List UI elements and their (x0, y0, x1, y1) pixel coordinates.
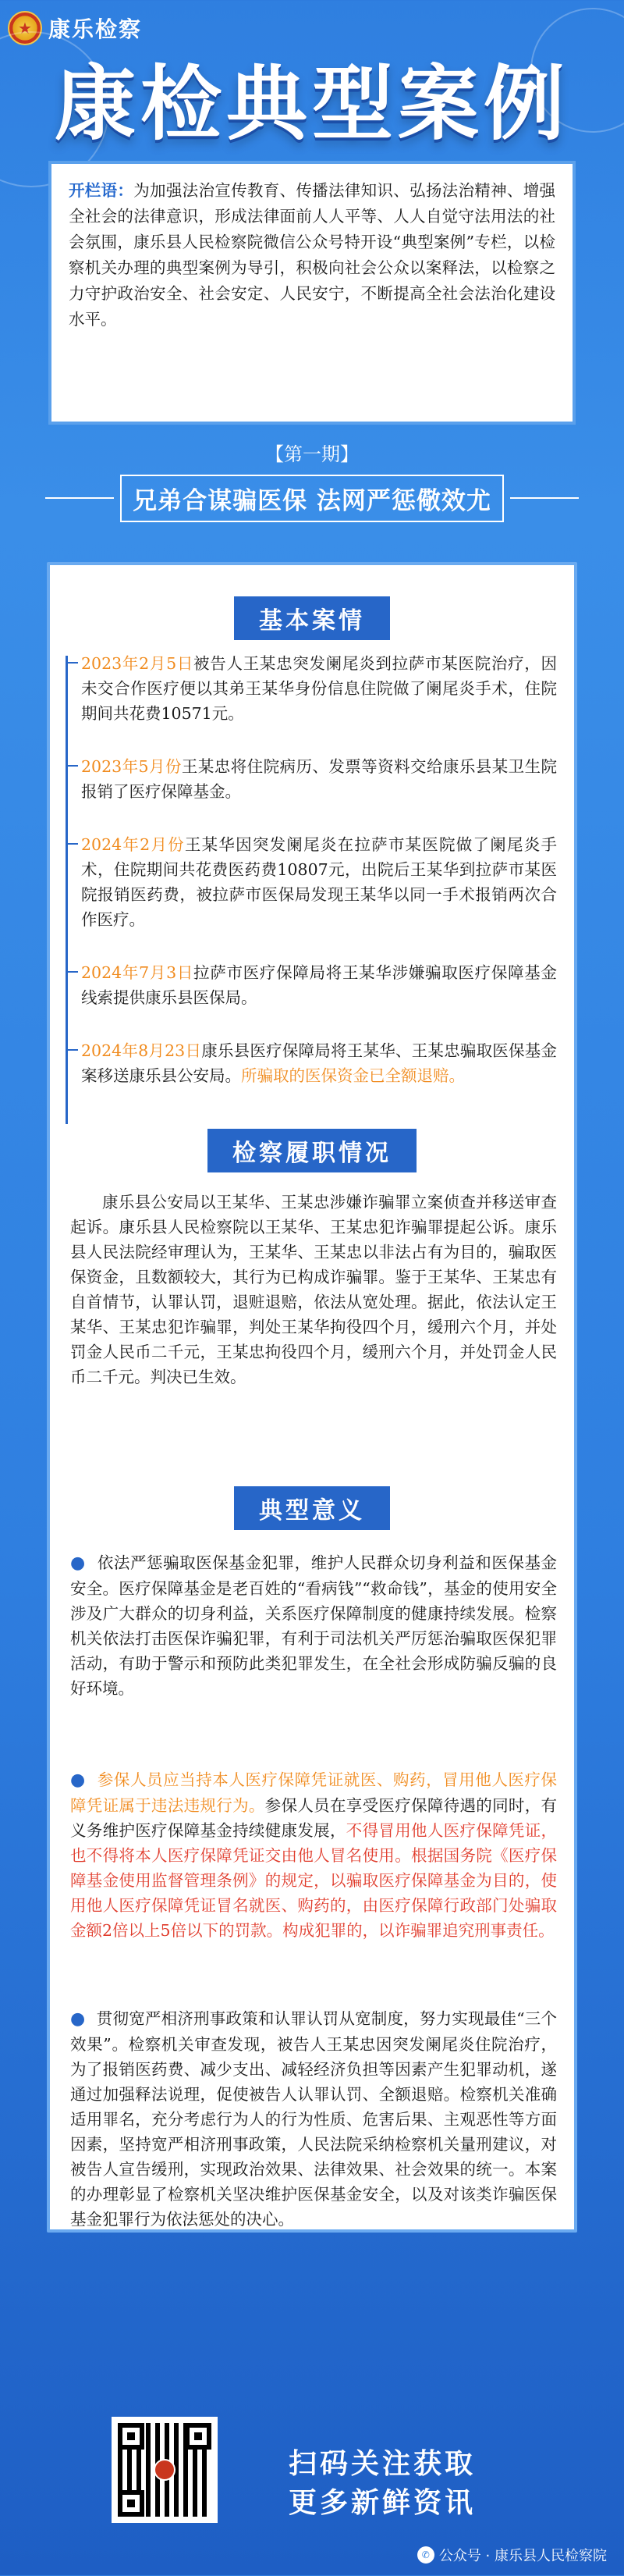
section-title-procuratorial: 检察履职情况 (207, 1129, 417, 1172)
scan-line-2: 更多新鲜资讯 (289, 2487, 477, 2519)
significance-p2-mid: 参保人员在享受医疗保障待遇的同时，有义务维护医疗保障基金持续健康发展， (70, 1796, 558, 1840)
wechat-account-name: 公众号 · 康乐县人民检察院 (438, 2548, 607, 2564)
scan-line-1: 扫码关注获取 (289, 2448, 477, 2480)
timeline-text: 被告人王某忠突发阑尾炎到拉萨市某医院治疗，因未交合作医疗便以其弟王某华身份信息住院做了阑尾炎手术，住院期间共花费10571元。 (81, 654, 557, 723)
qr-logo-icon (154, 2459, 176, 2481)
section-title-significance: 典型意义 (234, 1486, 390, 1530)
timeline-text: 王某忠将住院病历、发票等资料交给康乐县某卫生院报销了医疗保障基金。 (81, 757, 558, 801)
qr-corner (118, 2423, 144, 2450)
bullet-icon: ● (70, 2009, 97, 2029)
main-title-block (0, 53, 624, 159)
divider (45, 497, 114, 499)
wechat-account (417, 2545, 607, 2565)
wechat-icon: ✆ (417, 2546, 434, 2564)
timeline-date: 2023年2月5日 (81, 654, 194, 673)
divider (510, 497, 579, 499)
timeline-item (81, 1038, 557, 1088)
timeline-item (81, 651, 557, 726)
page-title: 康检典型案例 (54, 56, 569, 151)
timeline-item (81, 754, 557, 804)
qr-pattern (118, 2423, 211, 2517)
timeline-date: 2024年8月23日 (81, 1041, 202, 1060)
case-title: 兄弟合谋骗医保 法网严惩儆效尤 (120, 475, 504, 522)
timeline-text: 康乐县医疗保障局将王某华、王某忠骗取医保基金案移送康乐县公安局。 (81, 1041, 557, 1085)
qr-code[interactable] (112, 2417, 218, 2523)
footer (0, 2311, 624, 2576)
intro-label: 开栏语： (69, 181, 134, 200)
timeline-date: 2023年5月份 (81, 757, 182, 776)
qr-corner (118, 2490, 144, 2517)
timeline-text: 拉萨市医疗保障局将王某华涉嫌骗取医疗保障基金线索提供康乐县医保局。 (81, 963, 557, 1007)
significance-paragraph-2 (70, 1767, 557, 1943)
timeline-text: 王某华因突发阑尾炎在拉萨市某医院做了阑尾炎手术，住院期间共花费医药费10807元，出院后王某华到拉萨市某医院报销医药费，被拉萨市医保局发现王某华以同一手术报销两次合作医疗。 (81, 835, 557, 929)
case-title-row (45, 476, 579, 520)
bullet-icon: ● (70, 1553, 98, 1573)
content-panel (47, 562, 577, 2233)
timeline-line (66, 656, 68, 1124)
header (0, 0, 624, 53)
intro-box (48, 161, 576, 425)
timeline-date: 2024年7月3日 (81, 963, 194, 982)
significance-p2-red: 不得冒用他人医疗保障凭证，也不得将本人医疗保障凭证交由他人冒名使用。根据国务院《医疗保障基金使用监督管理条例》的规定，以骗取医疗保障基金为目的，使用他人医疗保障凭证冒名就医、购药的，由医疗保障行政部门处骗取金额2倍以上5倍以下的罚款。构成犯罪的，以诈骗罪追究刑事责任。 (70, 1821, 558, 1940)
significance-paragraph-3 (70, 2006, 557, 2232)
timeline (66, 651, 557, 1088)
significance-paragraph-1 (70, 1550, 557, 1701)
logo-text: 康乐检察 (48, 16, 143, 42)
intro-text: 为加强法治宣传教育、传播法律知识、弘扬法治精神、增强全社会的法律意识，形成法律面前人人平等、人人自觉守法用法的社会氛围，康乐县人民检察院微信公众号特开设“典型案例”专栏，以检察机关办理的典型案例为导引，积极向社会公众以案释法，以检察之力守护政治安全、社会安定、人民安宁，不断提高全社会法治化建设水平。 (69, 181, 556, 329)
significance-p1-text: 依法严惩骗取医保基金犯罪，维护人民群众切身利益和医保基金安全。医疗保障基金是老百姓的“看病钱”“救命钱”，基金的使用安全涉及广大群众的切身利益，关系医疗保障制度的健康持续发展。检察机关依法打击医保诈骗犯罪，有利于司法机关严厉惩治骗取医保犯罪活动，有助于警示和预防此类犯罪发生，在全社会形成防骗反骗的良好环境。 (70, 1553, 558, 1698)
qr-corner (185, 2423, 211, 2450)
significance-p2-orange: 参保人员应当持本人医疗保障凭证就医、购药，冒用他人医疗保障凭证属于违法违规行为。 (70, 1770, 558, 1815)
timeline-date: 2024年2月份 (81, 835, 185, 854)
section-title-basic: 基本案情 (234, 596, 390, 640)
bullet-icon: ● (70, 1770, 98, 1790)
scan-prompt (289, 2445, 476, 2523)
procuratorial-text: 康乐县公安局以王某华、王某忠涉嫌诈骗罪立案侦查并移送审查起诉。康乐县人民检察院以王某华、王某忠犯诈骗罪提起公诉。康乐县人民法院经审理认为，王某华、王某忠以非法占有为目的，骗取医保资金，且数额较大，其行为已构成诈骗罪。鉴于王某华、王某忠有自首情节，认罪认罚，退赃退赔，依法从宽处理。据此，依法认定王某华、王某忠犯诈骗罪，判处王某华拘役四个月，缓刑六个月，并处罚金人民币二千元，王某忠拘役四个月，缓刑六个月，并处罚金人民币二千元。判决已生效。 (70, 1193, 557, 1386)
timeline-item (81, 960, 557, 1010)
issue-number: 【第一期】 (265, 443, 359, 465)
significance-p3-text: 贯彻宽严相济刑事政策和认罪认罚从宽制度，努力实现最佳“三个效果”。检察机关审查发现，被告人王某忠因突发阑尾炎住院治疗，为了报销医药费、减少支出、减轻经济负担等因素产生犯罪动机，遂通过加强释法说理，促使被告人认罪认罚、全额退赔。检察机关准确适用罪名，充分考虑行为人的行为性质、危害后果、主观恶性等方面因素，坚持宽严相济刑事政策，人民法院采纳检察机关量刑建议，对被告人宣告缓刑，实现政治效果、法律效果、社会效果的统一。本案的办理彰显了检察机关坚决维护医保基金安全，以及对该类诈骗医保基金犯罪行为依法惩处的决心。 (70, 2009, 557, 2229)
timeline-item (81, 832, 557, 932)
timeline-highlight: 所骗取的医保资金已全额退赔。 (241, 1066, 465, 1085)
